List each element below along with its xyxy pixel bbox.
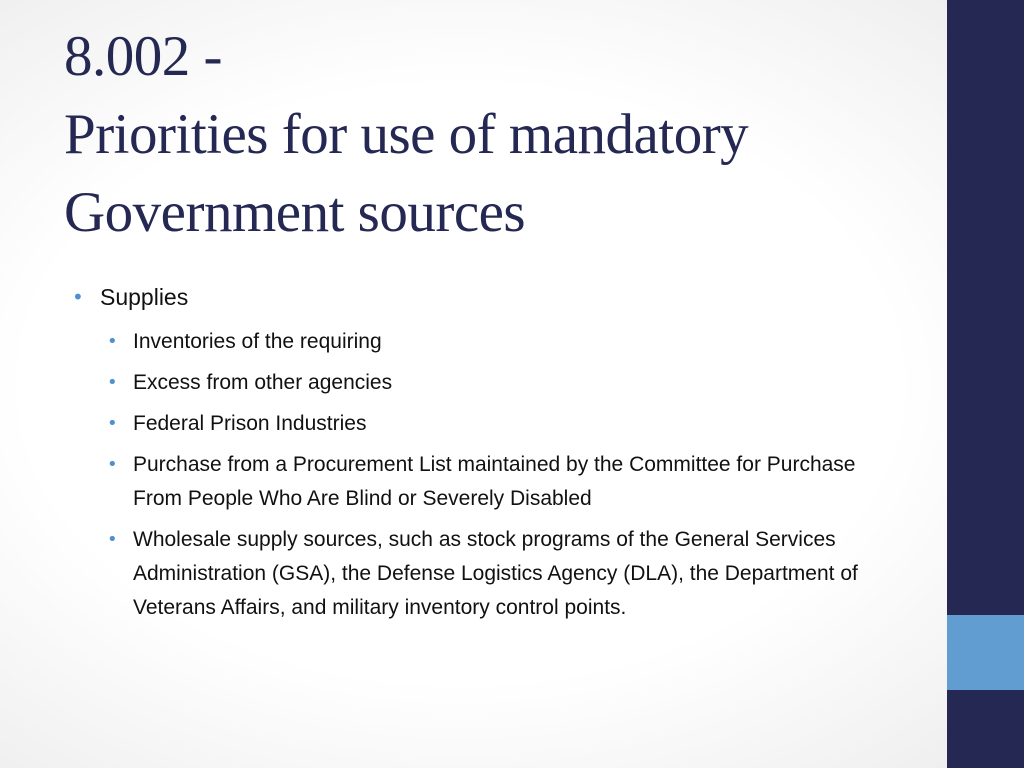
bullet-icon: • bbox=[107, 331, 118, 352]
sub-bullet-item bbox=[70, 325, 900, 359]
sub-bullet-text: Federal Prison Industries bbox=[133, 412, 367, 435]
bullet-icon: • bbox=[107, 454, 118, 475]
title-line-1: 8.002 - bbox=[64, 25, 222, 88]
bullet-icon: • bbox=[107, 529, 118, 550]
side-accent-block bbox=[947, 615, 1024, 690]
sub-bullet-item bbox=[70, 448, 900, 516]
slide-title bbox=[64, 18, 934, 252]
bullet-item-supplies bbox=[70, 281, 900, 313]
sub-bullet-item bbox=[70, 407, 900, 441]
sub-bullet-text: Purchase from a Procurement List maintained by the Committee for Purchase From People Who Are Blind or Severely Disabled bbox=[133, 453, 856, 510]
bullet-icon: • bbox=[107, 372, 118, 393]
sub-bullet-text: Inventories of the requiring bbox=[133, 330, 382, 353]
sub-bullet-item bbox=[70, 523, 900, 625]
bullet-text: Supplies bbox=[100, 284, 189, 310]
title-line-3: Government sources bbox=[64, 181, 526, 244]
title-line-2: Priorities for use of mandatory bbox=[64, 103, 749, 166]
bullet-icon: • bbox=[72, 285, 84, 309]
sub-bullet-text: Wholesale supply sources, such as stock programs of the General Services Administration (GSA), the Defense Logistics Agency (DLA), the Department of Veterans Affairs, and military inventory control points. bbox=[133, 528, 858, 619]
sub-bullet-text: Excess from other agencies bbox=[133, 371, 393, 394]
bullet-list bbox=[70, 281, 900, 632]
sub-bullet-item bbox=[70, 366, 900, 400]
bullet-icon: • bbox=[107, 413, 118, 434]
